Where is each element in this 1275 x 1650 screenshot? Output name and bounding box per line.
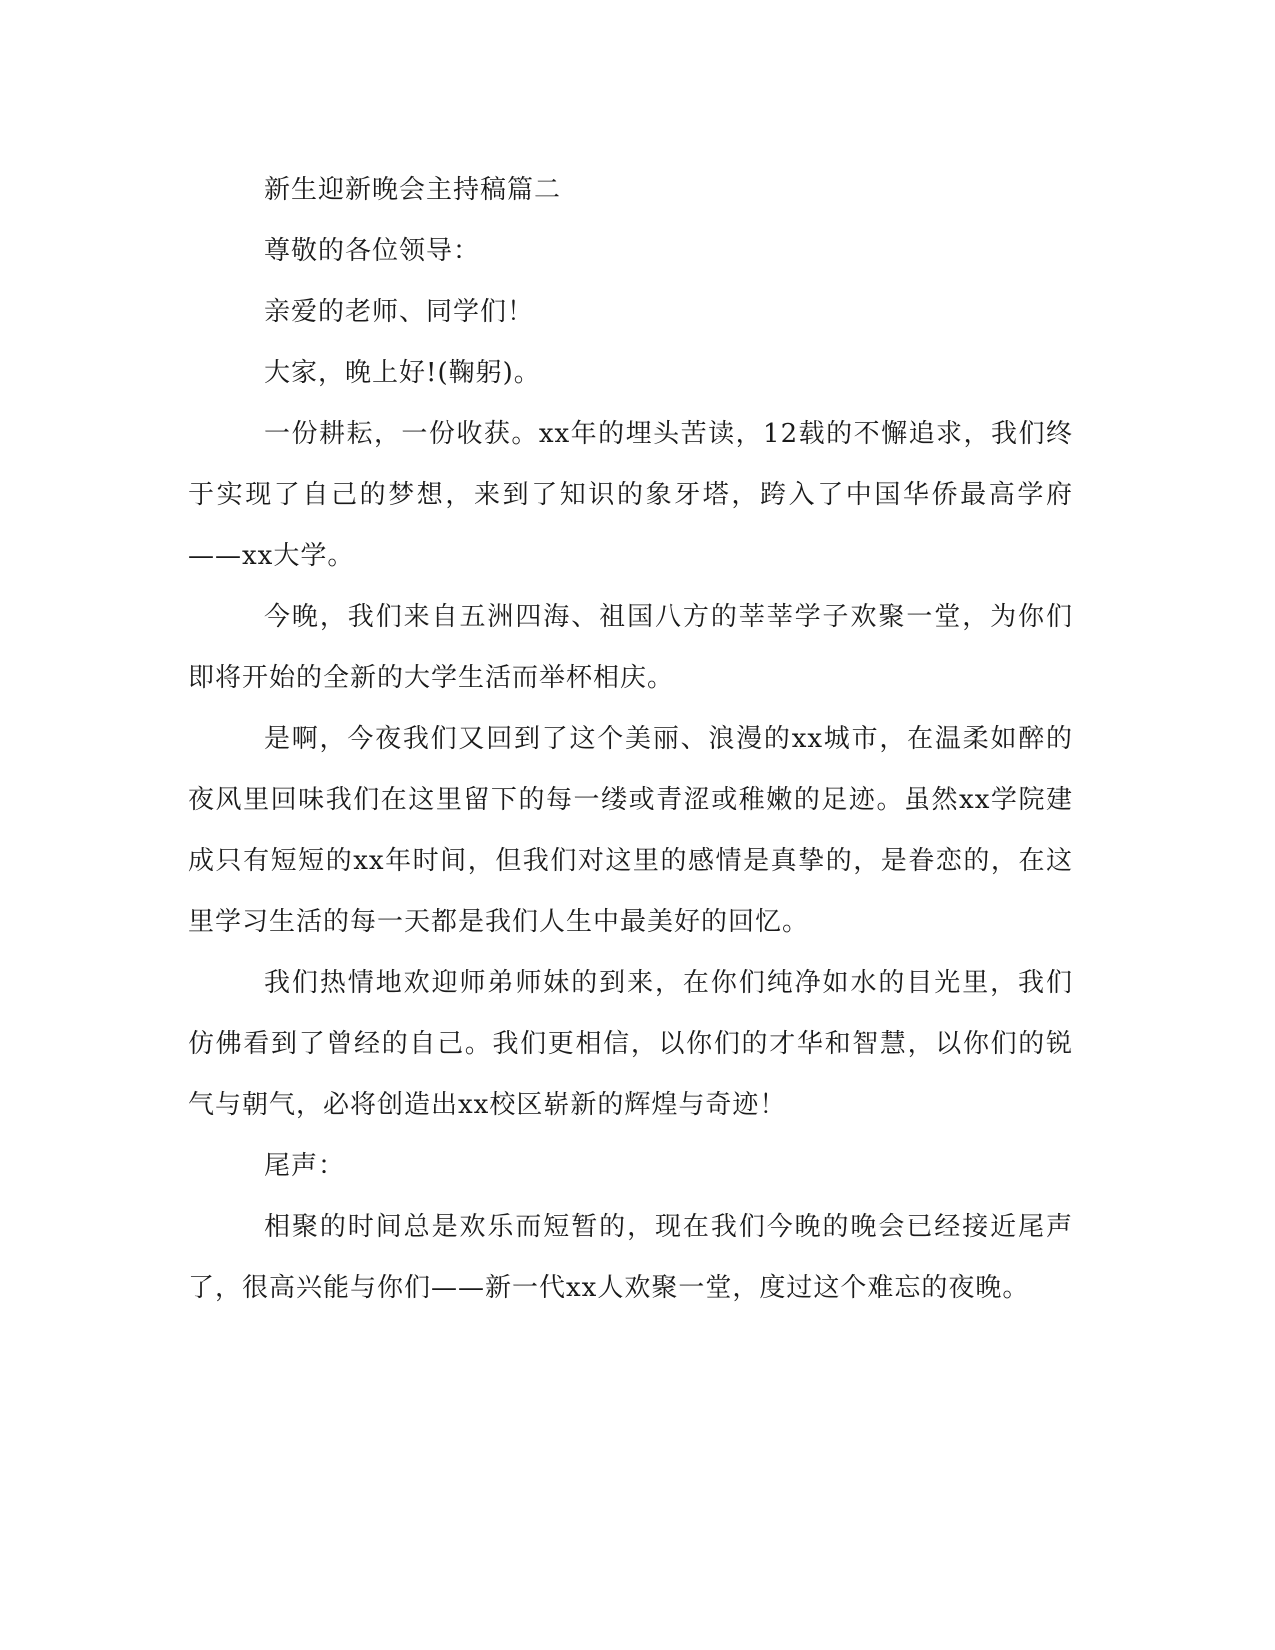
greeting: 大家，晚上好!(鞠躬)。 xyxy=(264,358,541,388)
paragraph-city-memories: 是啊，今夜我们又回到了这个美丽、浪漫的xx城市，在温柔如醉的夜风里回味我们在这里留下的每一缕或青涩或稚嫩的足迹。虽然xx学院建成只有短短的xx年时间，但我们对这里的感情是真挚的，是眷恋的，在这里学习生活的每一天都是我们人生中最美好的回忆。 xyxy=(188,724,1073,937)
document-body xyxy=(188,160,1073,1319)
document-heading: 新生迎新晚会主持稿篇二 xyxy=(264,175,562,205)
section-heading-closing: 尾声： xyxy=(264,1151,346,1181)
salutation-leaders: 尊敬的各位领导： xyxy=(264,236,481,266)
salutation-teachers-students: 亲爱的老师、同学们！ xyxy=(264,297,535,327)
paragraph-achievement: 一份耕耘，一份收获。xx年的埋头苦读，12载的不懈追求，我们终于实现了自己的梦想，来到了知识的象牙塔，跨入了中国华侨最高学府——xx大学。 xyxy=(188,419,1073,571)
paragraph-welcome-juniors: 我们热情地欢迎师弟师妹的到来，在你们纯净如水的目光里，我们仿佛看到了曾经的自己。我们更相信，以你们的才华和智慧，以你们的锐气与朝气，必将创造出xx校区崭新的辉煌与奇迹！ xyxy=(188,968,1073,1120)
paragraph-tonight: 今晚，我们来自五洲四海、祖国八方的莘莘学子欢聚一堂，为你们即将开始的全新的大学生活而举杯相庆。 xyxy=(188,602,1073,693)
paragraph-closing: 相聚的时间总是欢乐而短暂的，现在我们今晚的晚会已经接近尾声了，很高兴能与你们——新一代xx人欢聚一堂，度过这个难忘的夜晚。 xyxy=(188,1212,1073,1303)
